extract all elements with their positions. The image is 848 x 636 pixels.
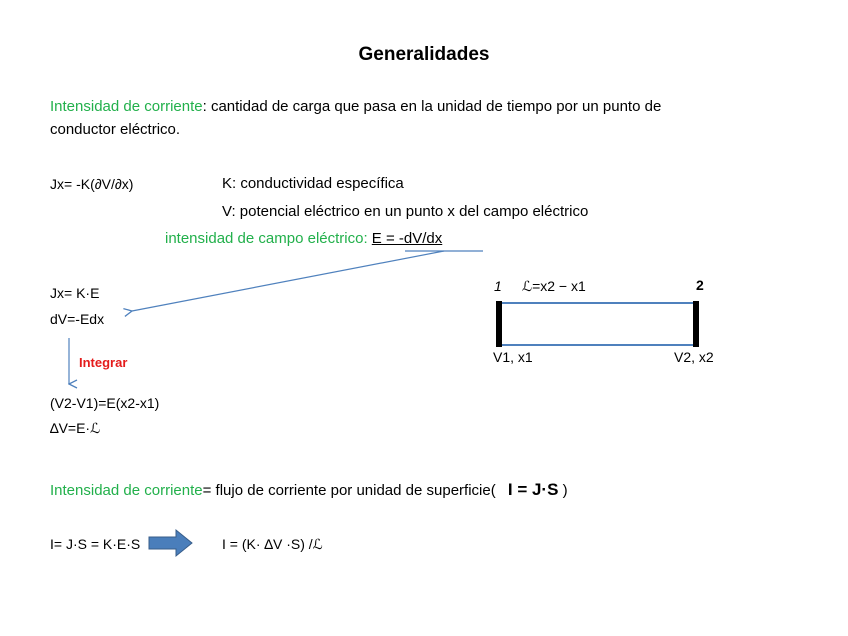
right-block-arrow [149,530,192,556]
formula-dv: dV=-Edx [50,311,105,327]
field-label: intensidad de campo eléctrico: [165,230,368,247]
conductor-left-bar [496,301,502,347]
flow-formula: I = J·S [507,480,559,499]
diagram-label-1: 1 [494,278,502,294]
flow-close: ) [562,482,568,499]
flow-term: Intensidad de corriente [50,482,203,499]
field-arrow [132,251,444,311]
definition-line-2: conductor eléctrico. [50,121,181,138]
definition-text-1: : cantidad de carga que pasa en la unidad de tiempo por un punto de [202,98,662,115]
final-left: I= J·S = K·E·S [50,536,141,552]
flow-text: = flujo de corriente por unidad de superficie( [202,482,496,499]
formula-delta-v: ∆V=E·ℒ [50,420,101,436]
formula-v2v1: (V2-V1)=E(x2-x1) [50,395,160,411]
diagram-label-2: 2 [696,277,704,293]
v-definition: V: potencial eléctrico en un punto x del campo eléctrico [222,203,589,220]
field-formula: E = -dV/dx [371,230,443,247]
conductor-right-bar [693,301,699,347]
diagram-v2: V2, x2 [674,349,714,365]
diagram-length: ℒ=x2 − x1 [522,278,586,294]
page-title: Generalidades [358,44,490,65]
integrar-label: Integrar [79,355,128,370]
definition-term: Intensidad de corriente [50,98,203,115]
diagram-v1: V1, x1 [493,349,533,365]
formula-jx: Jx= -K(∂V/∂x) [50,176,134,192]
formula-jx-ke: Jx= K·E [50,285,100,301]
k-definition: K: conductividad específica [222,175,404,192]
final-right: I = (K· ∆V ·S) /ℒ [222,536,323,552]
